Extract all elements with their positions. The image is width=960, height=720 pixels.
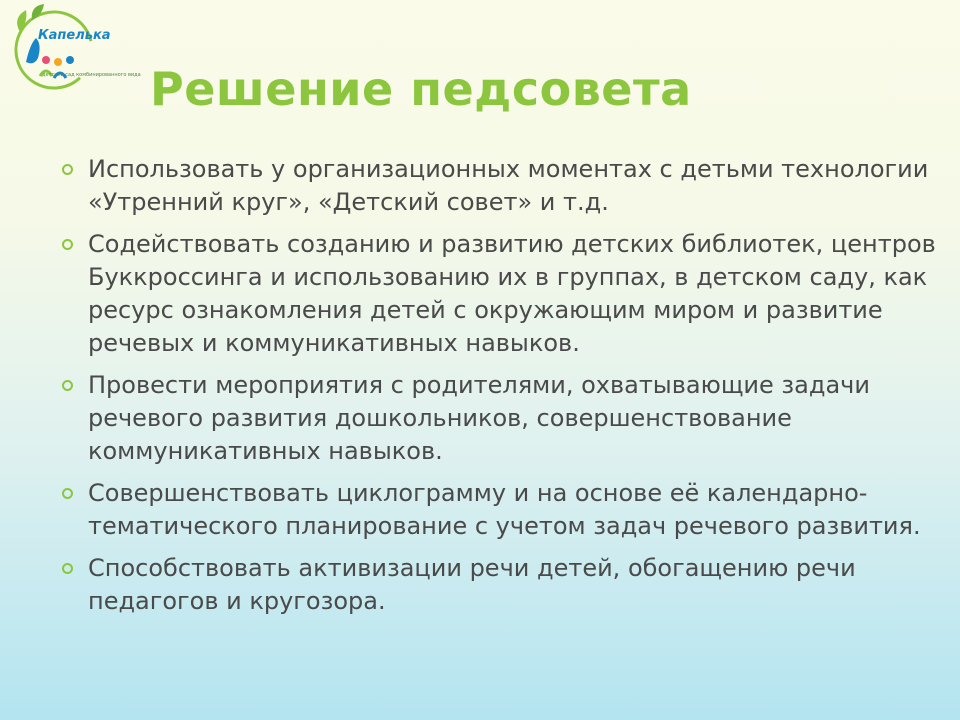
list-item (62, 369, 942, 468)
bullet-ring-icon (62, 164, 73, 175)
kindergarten-logo (6, 2, 141, 98)
list-item (62, 477, 942, 543)
list-item-text: Использовать у организационных моментах с детьми технологии «Утренний круг», «Детский совет» и т.д. (88, 155, 929, 216)
bullet-ring-icon (62, 488, 73, 499)
list-item-text: Провести мероприятия с родителями, охватывающие задачи речевого развития дошкольников, совершенствование коммуникативных навыков. (88, 371, 870, 465)
list-item (62, 153, 942, 219)
list-item-text: Способствовать активизации речи детей, обогащению речи педагогов и кругозора. (88, 554, 856, 615)
list-item-text: Совершенствовать циклограмму и на основе её календарно-тематического планирование с учетом задач речевого развития. (88, 479, 921, 540)
list-item (62, 552, 942, 618)
slide-title: Решение педсовета (150, 62, 692, 116)
decision-list (62, 153, 942, 627)
logo-name: Капелька (38, 28, 111, 43)
bullet-ring-icon (62, 380, 73, 391)
list-item-text: Содействовать созданию и развитию детских библиотек, центров Буккроссинга и использованию их в группах, в детском саду, как ресурс ознакомления детей с окружающим миром и развитие речевых и коммуникативных навыков. (88, 230, 936, 357)
logo-subtitle: детский сад комбинированного вида (42, 72, 141, 78)
bullet-ring-icon (62, 563, 73, 574)
bullet-ring-icon (62, 239, 73, 250)
logo-emblem-icon (6, 2, 102, 98)
list-item (62, 228, 942, 360)
